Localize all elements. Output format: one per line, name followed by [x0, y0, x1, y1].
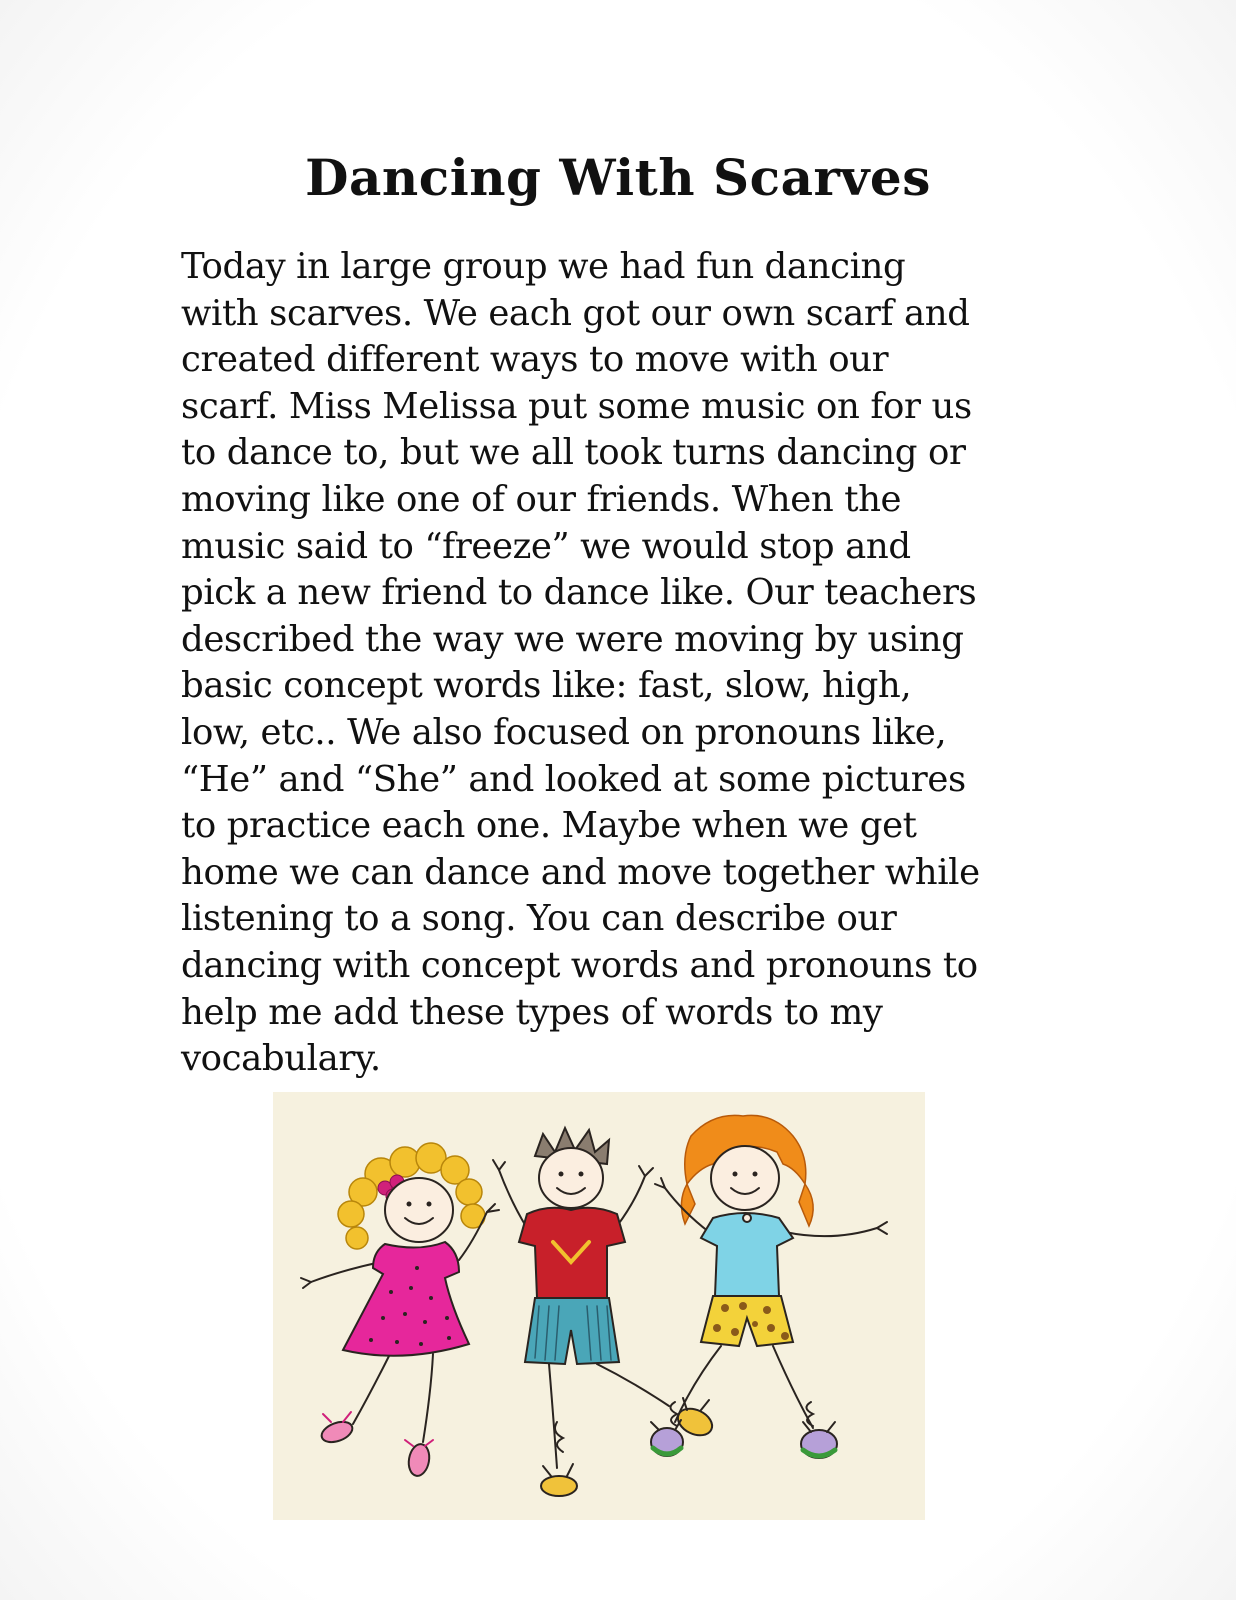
body-line: to practice each one. Maybe when we get: [181, 805, 917, 847]
body-line: with scarves. We each got our own scarf and: [181, 292, 970, 334]
body-line: created different ways to move with our: [181, 339, 889, 381]
page-title: Dancing With Scarves: [305, 148, 931, 207]
body-line: to dance to, but we all took turns dancing or: [181, 432, 966, 474]
body-line: moving like one of our friends. When the: [181, 478, 902, 520]
body-line: low, etc.. We also focused on pronouns like,: [181, 711, 947, 753]
body-line: music said to “freeze” we would stop and: [181, 525, 911, 567]
body-line: “He” and “She” and looked at some pictures: [181, 758, 966, 800]
body-line: basic concept words like: fast, slow, high,: [181, 665, 912, 707]
body-line: scarf. Miss Melissa put some music on for us: [181, 385, 972, 427]
body-line: dancing with concept words and pronouns to: [181, 944, 978, 986]
body-line: pick a new friend to dance like. Our teachers: [181, 572, 977, 614]
body-line: vocabulary.: [181, 1038, 381, 1080]
body-line: Today in large group we had fun dancing: [181, 246, 906, 287]
dancing-children-illustration: [273, 1092, 925, 1520]
body-line: listening to a song. You can describe our: [181, 898, 897, 940]
body-line: help me add these types of words to my: [181, 991, 883, 1033]
body-line: home we can dance and move together while: [181, 851, 980, 893]
body-line: described the way we were moving by using: [181, 618, 964, 660]
body-paragraph: [181, 244, 1061, 1083]
